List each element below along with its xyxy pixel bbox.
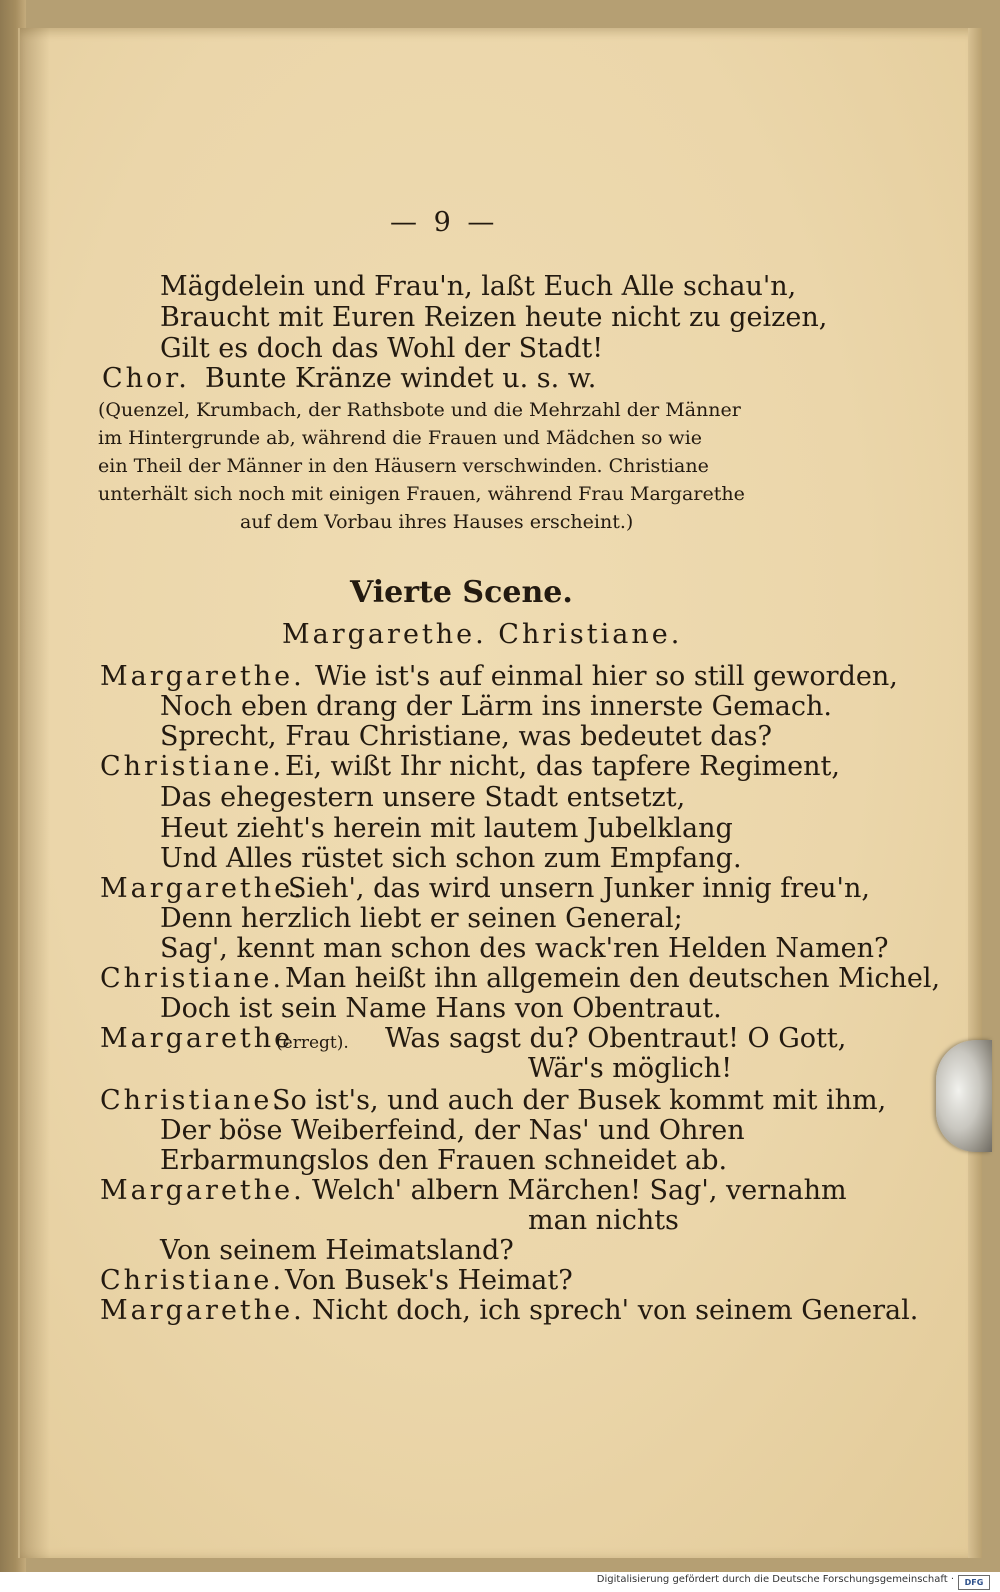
speaker-name: Chor. — [102, 363, 190, 394]
scene-title: Vierte Scene. — [350, 575, 573, 610]
speech-line: Erbarmungslos den Frauen schneidet ab. — [160, 1145, 728, 1176]
gutter-shadow — [20, 28, 50, 1558]
speech-line: Noch eben drang der Lärm ins innerste Gemach. — [160, 691, 832, 722]
speech-line: Sprecht, Frau Christiane, was bedeutet das? — [160, 721, 772, 752]
stage-direction-inline: (erregt). — [276, 1033, 349, 1053]
footer-bar — [0, 1572, 1000, 1592]
speech-line: Man heißt ihn allgemein den deutschen Michel, — [285, 963, 941, 994]
dfg-logo: DFG — [958, 1575, 990, 1590]
page-number: — 9 — — [390, 207, 499, 238]
stage-direction-line: auf dem Vorbau ihres Hauses erscheint.) — [240, 511, 634, 533]
stage-direction-line: ein Theil der Männer in den Häusern verschwinden. Christiane — [98, 455, 709, 477]
funding-credit: Digitalisierung gefördert durch die Deutsche Forschungsgemeinschaft · — [596, 1574, 954, 1585]
scene-characters: Margarethe. Christiane. — [282, 619, 683, 650]
speaker-name: Margarethe. — [100, 1295, 305, 1326]
speech-line: Von seinem Heimatsland? — [160, 1235, 514, 1266]
speech-line: Was sagst du? Obentraut! O Gott, — [385, 1023, 847, 1054]
speech-line: Sieh', das wird unsern Junker innig freu'n, — [288, 873, 870, 904]
speaker-name: Christiane. — [100, 963, 284, 994]
speaker-name: Margarethe. — [100, 873, 305, 904]
speech-line: Sag', kennt man schon des wack'ren Helden Namen? — [160, 933, 889, 964]
speech-line: Heut zieht's herein mit lautem Jubelklang — [160, 813, 733, 844]
speaker-name: Margarethe. — [100, 1175, 305, 1206]
verse-line: Braucht mit Euren Reizen heute nicht zu geizen, — [160, 302, 828, 333]
speaker-name: Christiane. — [100, 1265, 284, 1296]
verse-line: Gilt es doch das Wohl der Stadt! — [160, 333, 604, 364]
verse-line: Mägdelein und Frau'n, laßt Euch Alle schau'n, — [160, 271, 797, 302]
speech-line: Doch ist sein Name Hans von Obentraut. — [160, 993, 722, 1024]
speaker-name: Christiane. — [100, 1085, 284, 1116]
speech-line: Bunte Kränze windet u. s. w. — [205, 363, 597, 394]
stage-direction-line: im Hintergrunde ab, während die Frauen und Mädchen so wie — [98, 427, 703, 449]
speech-line: Wie ist's auf einmal hier so still geworden, — [315, 661, 898, 692]
speech-line: Nicht doch, ich sprech' von seinem General. — [312, 1295, 919, 1326]
speaker-name: Margarethe. — [100, 661, 305, 692]
speaker-name: Christiane. — [100, 751, 284, 782]
speech-line: Das ehegestern unsere Stadt entsetzt, — [160, 782, 686, 813]
speech-line: Der böse Weiberfeind, der Nas' und Ohren — [160, 1115, 745, 1146]
speaker-name: Margarethe — [100, 1023, 294, 1054]
speech-line: Und Alles rüstet sich schon zum Empfang. — [160, 843, 742, 874]
stage-direction-line: unterhält sich noch mit einigen Frauen, während Frau Margarethe — [98, 483, 745, 505]
speech-line: Wär's möglich! — [528, 1053, 733, 1084]
speech-line: Denn herzlich liebt er seinen General; — [160, 903, 683, 934]
speech-line: Welch' albern Märchen! Sag', vernahm — [312, 1175, 847, 1206]
page-edge — [968, 28, 982, 1558]
stage-direction-line: (Quenzel, Krumbach, der Rathsbote und die Mehrzahl der Männer — [98, 399, 741, 421]
speech-line: Von Busek's Heimat? — [285, 1265, 573, 1296]
speech-line: Ei, wißt Ihr nicht, das tapfere Regiment, — [285, 751, 840, 782]
speech-line: man nichts — [528, 1205, 679, 1236]
speech-line: So ist's, und auch der Busek kommt mit ihm, — [272, 1085, 887, 1116]
page-clip — [936, 1040, 992, 1152]
